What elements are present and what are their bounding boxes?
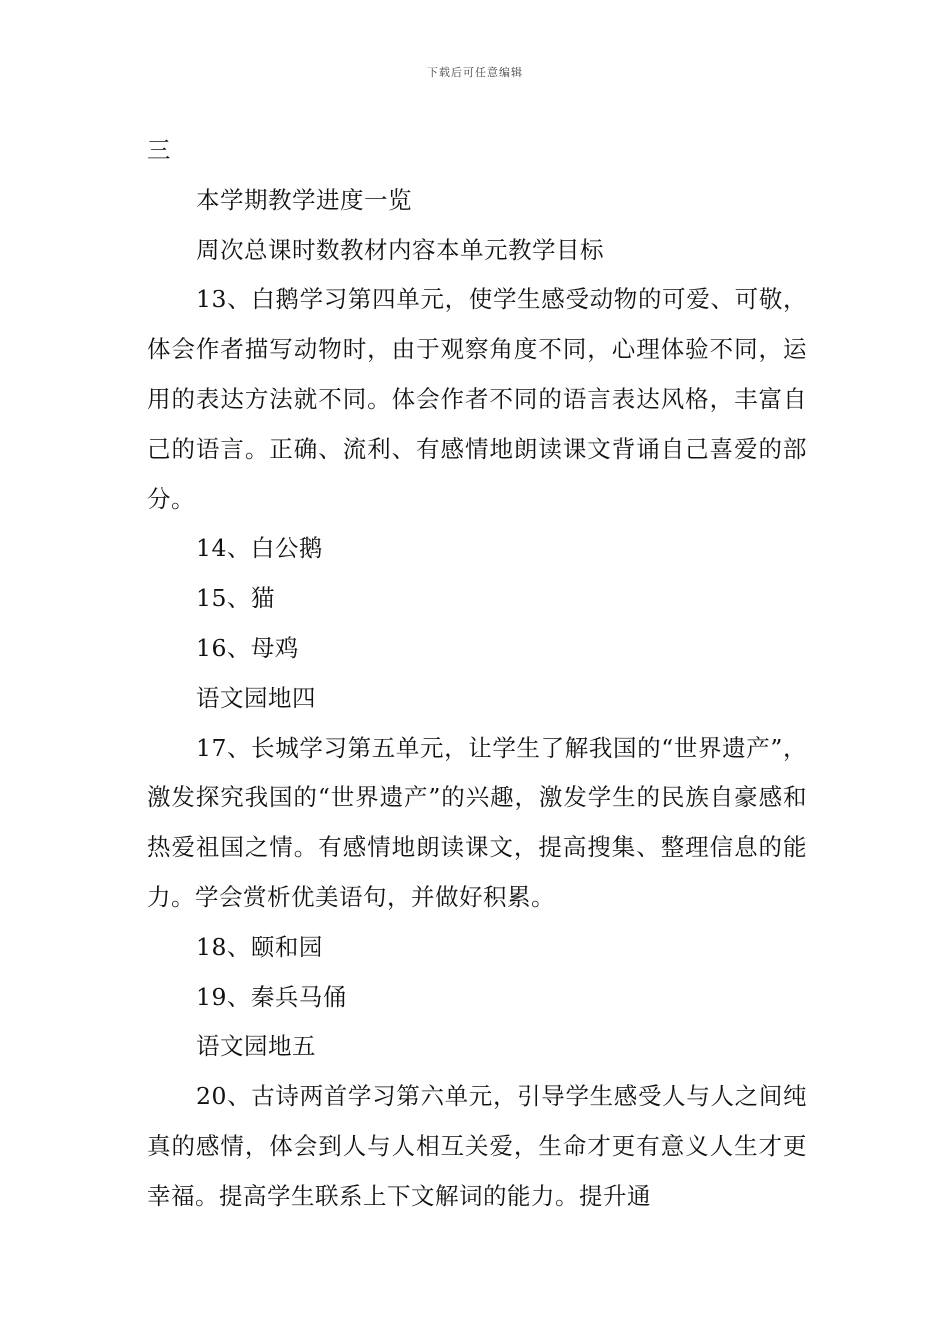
language-garden-4: 语文园地四 (196, 683, 316, 712)
column-headers: 周次总课时数教材内容本单元教学目标 (196, 235, 604, 264)
lesson-18: 18、颐和园 (196, 932, 323, 961)
lesson-19: 19、秦兵马俑 (196, 982, 347, 1011)
language-garden-5: 语文园地五 (196, 1032, 316, 1061)
lesson-15: 15、猫 (196, 584, 275, 613)
lesson-17-paragraph: 17、长城学习第五单元，让学生了解我国的“世界遗产”，激发探究我国的“世界遗产”的兴趣，激发学生的民族自豪感和热爱祖国之情。有感情地朗读课文，提高搜集、整理信息的能力。学会赏析优美语句，并做好积累。 (147, 733, 807, 911)
lesson-13-paragraph: 13、白鹅学习第四单元，使学生感受动物的可爱、可敬，体会作者描写动物时，由于观察角度不同，心理体验不同，运用的表达方法就不同。体会作者不同的语言表达风格，丰富自己的语言。正确、流利、有感情地朗读课文背诵自己喜爱的部分。 (147, 285, 807, 513)
header-note: 下载后可任意编辑 (427, 66, 523, 79)
document-body (147, 126, 807, 1222)
section-marker: 三 (147, 136, 171, 164)
lesson-14: 14、白公鹅 (196, 534, 323, 563)
lesson-16: 16、母鸡 (196, 633, 299, 662)
lesson-20-paragraph: 20、古诗两首学习第六单元，引导学生感受人与人之间纯真的感情，体会到人与人相互关爱，生命才更有意义人生才更幸福。提高学生联系上下文解词的能力。提升通 (147, 1082, 807, 1210)
progress-title: 本学期教学进度一览 (196, 185, 412, 214)
